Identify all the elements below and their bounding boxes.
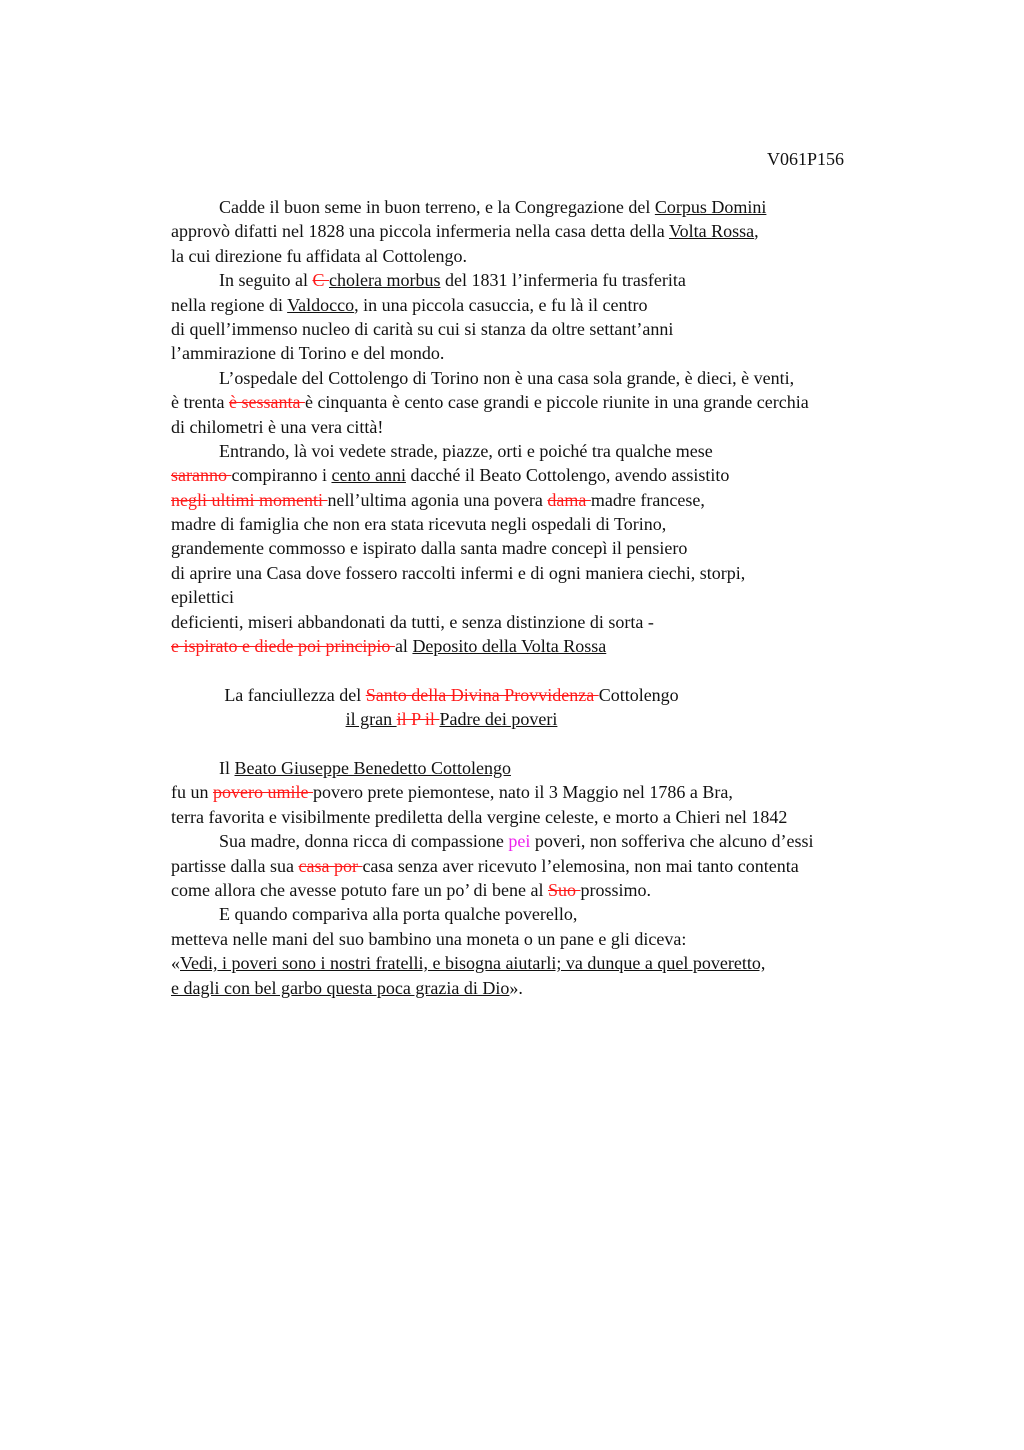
text-segment: partisse dalla sua: [171, 855, 299, 876]
text-segment: Cottolengo: [598, 684, 679, 705]
text-segment: La fanciullezza del: [224, 684, 366, 705]
text-line: [171, 415, 911, 439]
text-segment: di aprire una Casa dove fossero raccolti infermi e di ogni maniera ciechi, storpi,: [171, 562, 746, 583]
text-segment: nella regione di: [171, 294, 288, 315]
text-segment: del 1831 l’infermeria fu trasferita: [440, 270, 686, 291]
text-segment: terra favorita e visibilmente prediletta della vergine celeste, e morto a Chieri nel 1842: [171, 806, 788, 827]
text-segment: In seguito al: [219, 270, 313, 291]
text-line: [171, 268, 911, 292]
text-line: [171, 195, 911, 219]
text-segment: «: [171, 953, 180, 974]
deleted-text: povero umile: [213, 782, 313, 803]
deleted-text: negli ultimi momenti: [171, 489, 328, 510]
text-line: [171, 951, 911, 975]
deleted-text: Suo: [548, 879, 581, 900]
text-segment: poveri, non sofferiva che alcuno d’essi: [530, 831, 814, 852]
text-segment: Sua madre, donna ricca di compassione: [219, 831, 509, 852]
deleted-text: saranno: [171, 465, 232, 486]
text-line: [171, 244, 911, 268]
deleted-text: casa por: [298, 855, 363, 876]
text-segment: Entrando, là voi vedete strade, piazze, orti e poiché tra qualche mese: [219, 440, 713, 461]
text-line: [171, 902, 911, 926]
text-segment: madre di famiglia che non era stata ricevuta negli ospedali di Torino,: [171, 514, 667, 535]
text-segment: compiranno i: [231, 465, 332, 486]
deleted-text: Santo della Divina Provvidenza: [365, 684, 599, 705]
text-segment: povero prete piemontese, nato il 3 Maggio nel 1786 a Bra,: [312, 782, 733, 803]
text-line: [171, 439, 911, 463]
deleted-text: C: [312, 270, 329, 291]
text-segment: prossimo.: [580, 879, 652, 900]
highlighted-text: pei: [508, 831, 531, 852]
text-segment: al: [394, 636, 413, 657]
text-segment: come allora che avesse potuto fare un po’ di bene al: [171, 879, 549, 900]
underlined-text: Beato Giuseppe Benedetto Cottolengo: [234, 757, 511, 778]
section-heading-line: [171, 707, 732, 731]
text-line: [171, 976, 911, 1000]
text-line: [171, 610, 911, 634]
text-segment: ,: [754, 221, 759, 242]
deleted-text: dama: [547, 489, 591, 510]
text-segment: di quell’immenso nucleo di carità su cui si stanza da oltre settant’anni: [171, 318, 674, 339]
text-segment: L’ospedale del Cottolengo di Torino non è una casa sola grande, è dieci, è venti,: [219, 367, 795, 388]
underlined-text: Padre dei poveri: [439, 709, 558, 730]
text-line: [171, 390, 911, 414]
text-segment: grandemente commosso e ispirato dalla santa madre concepì il pensiero: [171, 538, 688, 559]
document-body: [171, 195, 911, 1000]
text-segment: madre francese,: [590, 489, 705, 510]
underlined-text: cento anni: [331, 465, 406, 486]
underlined-text: cholera morbus: [329, 270, 441, 291]
underlined-text: Valdocco: [287, 294, 355, 315]
text-segment: è cinquanta è cento case grandi e piccole riunite in una grande cerchia: [304, 392, 809, 413]
page-id: V061P156: [766, 149, 844, 169]
text-line: [171, 829, 911, 853]
text-segment: deficienti, miseri abbandonati da tutti, e senza distinzione di sorta -: [171, 611, 654, 632]
text-line: [171, 512, 911, 536]
text-segment: , in una piccola casuccia, e fu là il centro: [354, 294, 648, 315]
text-segment: metteva nelle mani del suo bambino una moneta o un pane e gli diceva:: [171, 928, 687, 949]
text-segment: è trenta: [171, 392, 229, 413]
text-line: [171, 780, 911, 804]
text-line: [171, 805, 911, 829]
underlined-text: Corpus Domini: [654, 197, 767, 217]
text-line: [171, 561, 911, 585]
text-segment: epilettici: [171, 587, 234, 608]
text-segment: dacché il Beato Cottolengo, avendo assistito: [405, 465, 730, 486]
text-segment: nell’ultima agonia una povera: [327, 489, 548, 510]
text-segment: Il: [219, 757, 235, 778]
deleted-text: il P il: [396, 709, 440, 730]
text-line: [171, 536, 911, 560]
text-segment: Cadde il buon seme in buon terreno, e la Congregazione del: [219, 197, 655, 217]
text-line: [171, 585, 911, 609]
underlined-text: Deposito della Volta Rossa: [412, 636, 607, 657]
blank-line: [171, 732, 911, 756]
deleted-text: è sessanta: [228, 392, 305, 413]
text-line: [171, 756, 911, 780]
text-segment: l’ammirazione di Torino e del mondo.: [171, 343, 445, 364]
text-line: [171, 341, 911, 365]
text-line: [171, 634, 911, 658]
text-segment: di chilometri è una vera città!: [171, 416, 384, 437]
text-line: [171, 463, 911, 487]
text-line: [171, 366, 911, 390]
deleted-text: e ispirato e diede poi principio: [171, 636, 395, 657]
blank-line: [171, 658, 911, 682]
text-line: [171, 854, 911, 878]
text-segment: fu un: [171, 782, 213, 803]
section-heading-line: [171, 683, 732, 707]
text-segment: E quando compariva alla porta qualche poverello,: [219, 904, 578, 925]
text-line: [171, 219, 911, 243]
text-segment: casa senza aver ricevuto l’elemosina, non mai tanto contenta: [362, 855, 799, 876]
underlined-text: Volta Rossa: [668, 221, 755, 242]
text-line: [171, 488, 911, 512]
text-line: [171, 293, 911, 317]
text-segment: la cui direzione fu affidata al Cottolengo.: [171, 245, 468, 266]
text-segment: approvò difatti nel 1828 una piccola infermeria nella casa detta della: [171, 221, 669, 242]
text-line: [171, 878, 911, 902]
underlined-text: il gran: [345, 709, 397, 730]
text-line: [171, 317, 911, 341]
underlined-text: Vedi, i poveri sono i nostri fratelli, e bisogna aiutarli; va dunque a quel poveretto,: [180, 953, 766, 974]
underlined-text: e dagli con bel garbo questa poca grazia di Dio: [171, 977, 510, 998]
text-segment: ».: [509, 977, 523, 998]
text-line: [171, 927, 911, 951]
